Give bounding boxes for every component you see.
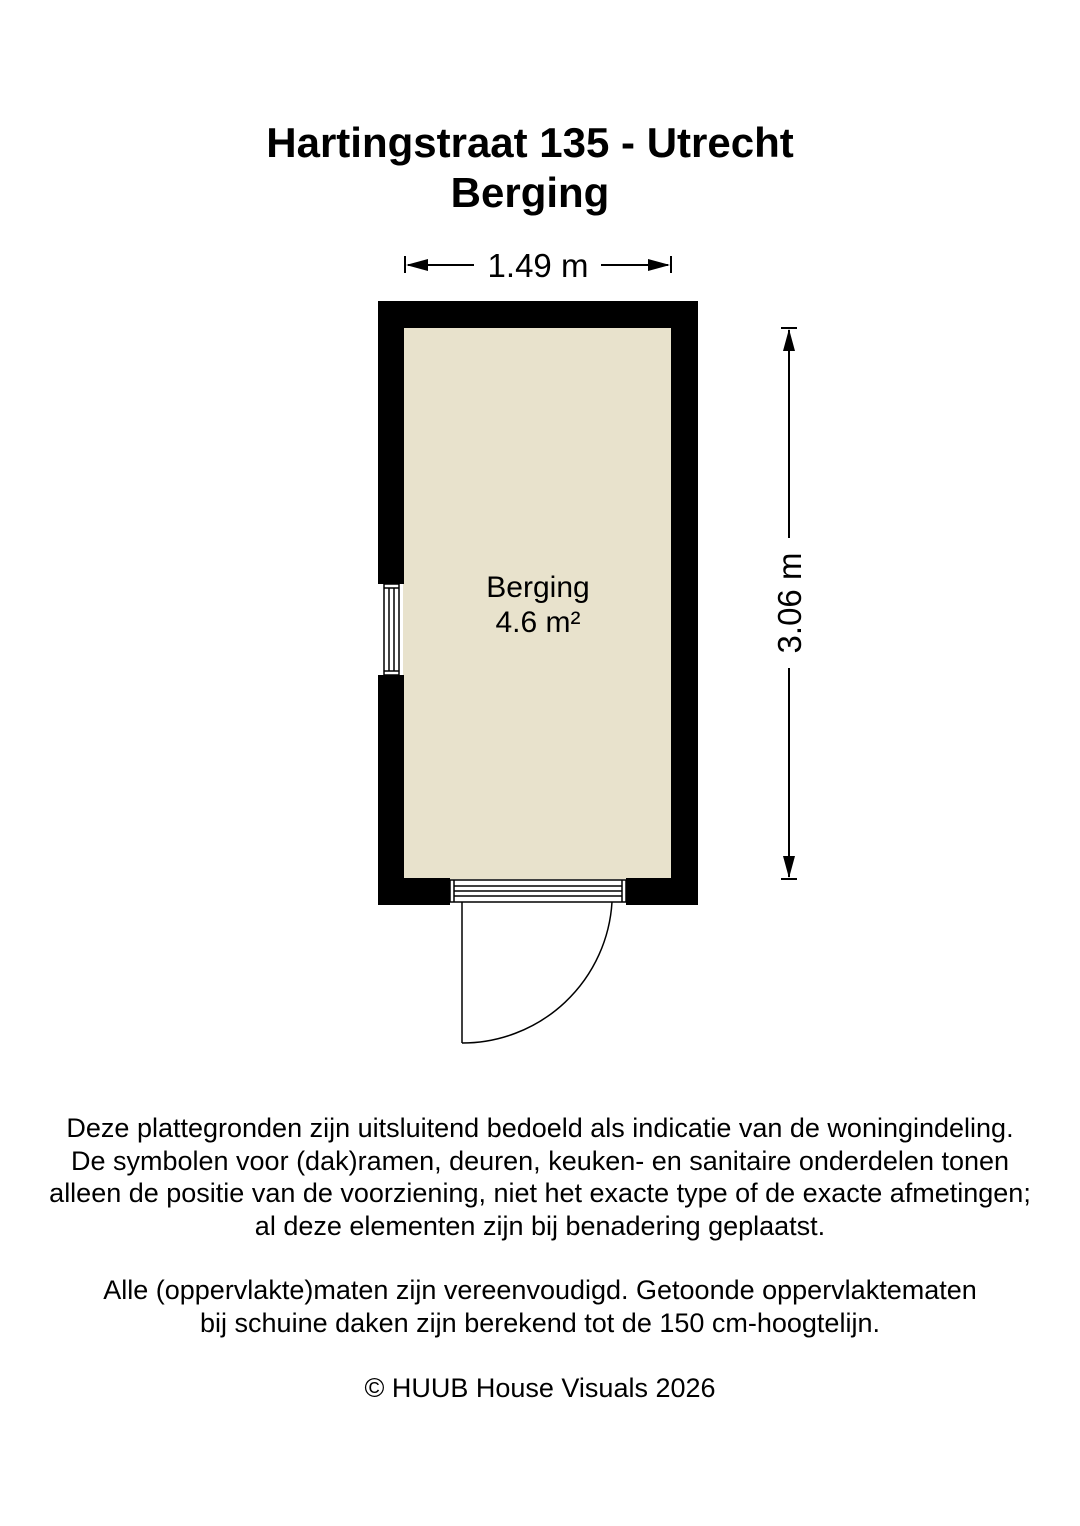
disclaimer-line: Deze plattegronden zijn uitsluitend bedoeld als indicatie van de woningindeling. — [66, 1113, 1014, 1143]
copyright: © HUUB House Visuals 2026 — [364, 1373, 716, 1403]
height-label: 3.06 m — [771, 552, 808, 654]
door-frame — [450, 880, 626, 902]
disclaimer-line: al deze elementen zijn bij benadering geplaatst. — [254, 1210, 826, 1241]
wall-bottom-left — [378, 878, 450, 905]
room-name: Berging — [486, 571, 590, 604]
disclaimer-line: De symbolen voor (dak)ramen, deuren, keuken- en sanitaire onderdelen tonen — [70, 1145, 1010, 1176]
wall-left-upper — [378, 301, 404, 584]
wall-left-lower — [378, 675, 404, 905]
disclaimer-line: bij schuine daken zijn berekend tot de 150 cm-hoogtelijn. — [200, 1307, 880, 1338]
wall-top — [378, 301, 698, 328]
page-title: Hartingstraat 135 - Utrecht — [266, 119, 794, 166]
disclaimer — [0, 1112, 1080, 1339]
window — [384, 584, 399, 675]
wall-right — [671, 301, 698, 905]
width-dimension — [405, 247, 671, 284]
width-label: 1.49 m — [487, 247, 589, 284]
wall-bottom-right — [626, 878, 698, 905]
paragraph-gap — [0, 1242, 1080, 1274]
disclaimer-line: Alle (oppervlakte)maten zijn vereenvoudigd. Getoonde oppervlaktematen — [103, 1275, 977, 1305]
height-dimension — [771, 328, 808, 879]
page-subtitle: Berging — [450, 169, 610, 216]
disclaimer-line: alleen de positie van de voorziening, niet het exacte type of de exacte afmetingen; — [49, 1178, 1031, 1208]
room-area: 4.6 m² — [495, 606, 581, 639]
door — [462, 902, 612, 1043]
